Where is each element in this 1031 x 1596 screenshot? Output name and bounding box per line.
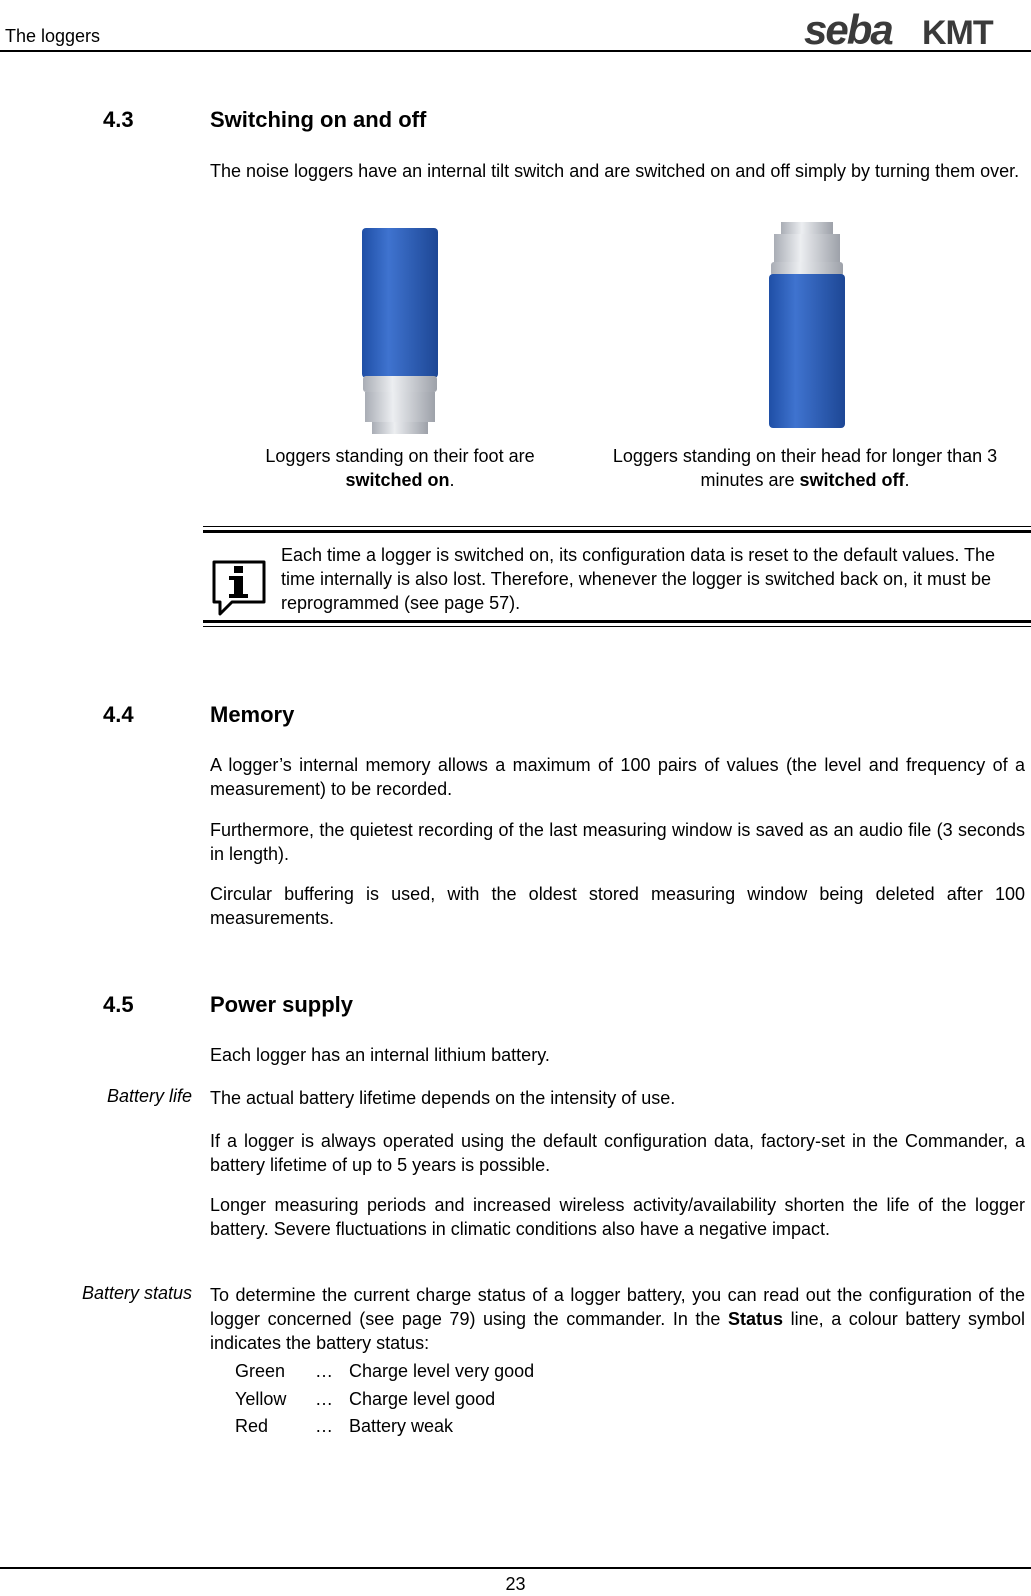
- header-title: The loggers: [5, 26, 101, 46]
- paragraph: The noise loggers have an internal tilt switch and are switched on and off simply by turning them over.: [210, 161, 1020, 181]
- section-title: Power supply: [210, 992, 354, 1017]
- paragraph: Each logger has an internal lithium battery.: [210, 1045, 550, 1065]
- header-rule: [0, 50, 1031, 52]
- page-number: 23: [505, 1574, 526, 1594]
- list-item: Yellow … Charge level good: [235, 1389, 496, 1409]
- paragraph: To determine the current charge status of a logger battery, you can read out the configuration of the logger concerned (see page 79) using the commander. In the Status line, a colour battery symbol indicates the battery status:: [210, 1285, 1025, 1353]
- note-rule-top: [203, 530, 1031, 533]
- info-icon: [210, 556, 270, 622]
- section-number: 4.4: [103, 702, 134, 727]
- paragraph: The actual battery lifetime depends on the intensity of use.: [210, 1088, 676, 1108]
- note-rule-top: [203, 526, 1031, 527]
- footer-rule: [0, 1567, 1031, 1569]
- logger-switched-on-image: [355, 222, 445, 438]
- svg-text:seba: seba: [804, 11, 892, 47]
- section-title: Switching on and off: [210, 107, 427, 132]
- margin-note-battery-life: Battery life: [106, 1086, 192, 1106]
- svg-text:KMT: KMT: [922, 14, 993, 47]
- section-title: Memory: [210, 702, 295, 727]
- caption-switched-on: Loggers standing on their foot are switched on.: [265, 446, 535, 490]
- note-rule-bottom: [203, 626, 1031, 627]
- paragraph: Furthermore, the quietest recording of the last measuring window is saved as an audio file (3 seconds in length).: [210, 820, 1025, 864]
- list-item: Red … Battery weak: [235, 1416, 454, 1436]
- paragraph: A logger’s internal memory allows a maximum of 100 pairs of values (the level and frequency of a measurement) to be recorded.: [210, 755, 1025, 799]
- logger-switched-off-image: [765, 222, 850, 434]
- note-rule-bottom: [203, 620, 1031, 623]
- margin-note-battery-status: Battery status: [81, 1283, 192, 1303]
- caption-switched-off: Loggers standing on their head for longer than 3 minutes are switched off.: [612, 446, 998, 490]
- paragraph: Circular buffering is used, with the oldest stored measuring window being deleted after 100 measurements.: [210, 884, 1025, 928]
- section-number: 4.3: [103, 107, 134, 132]
- sebakmt-logo: [804, 11, 1028, 47]
- paragraph: Longer measuring periods and increased wireless activity/availability shorten the life of the logger battery. Severe fluctuations in climatic conditions also have a negative impact.: [210, 1195, 1025, 1239]
- paragraph: If a logger is always operated using the default configuration data, factory-set in the Commander, a battery lifetime of up to 5 years is possible.: [210, 1131, 1025, 1175]
- note-text: Each time a logger is switched on, its configuration data is reset to the default values. The time internally is also lost. Therefore, whenever the logger is switched back on, it must be reprogrammed (see page 57).: [281, 545, 996, 613]
- list-item: Green … Charge level very good: [235, 1361, 535, 1381]
- section-number: 4.5: [103, 992, 134, 1017]
